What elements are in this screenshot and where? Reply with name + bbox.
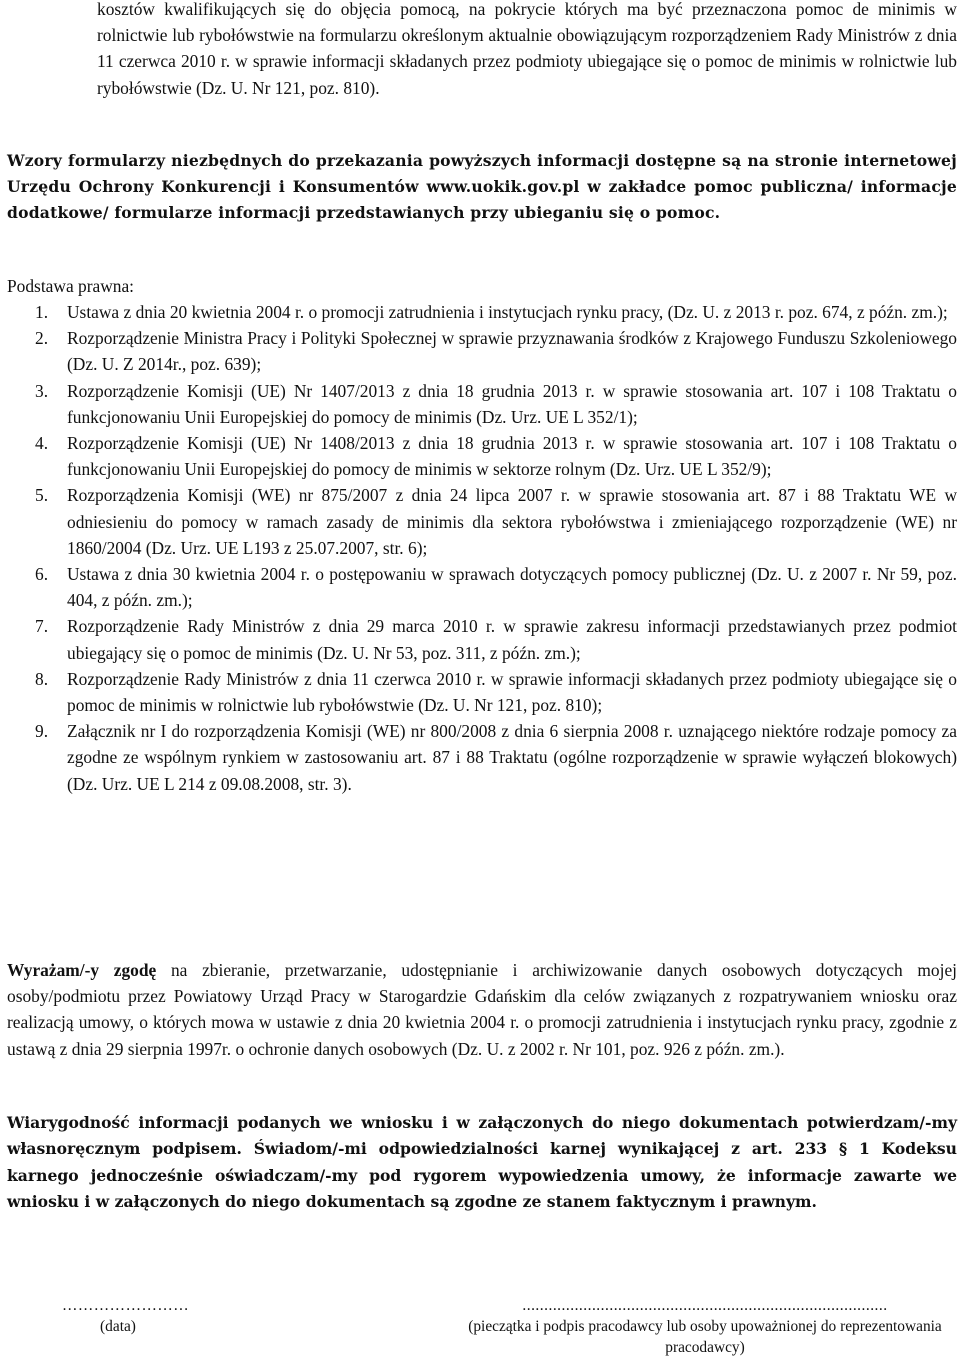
list-item-number: 6.: [35, 564, 49, 585]
intro-paragraph: kosztów kwalifikujących się do objęcia pomocą, na pokrycie których ma być przeznaczona pomoc de minimis w rolnictwie lub rybołówstwie na formularzu określonym aktualnie obowiązującym rozporządzeniem Rady Ministrów z dnia 11 czerwca 2010 r. w sprawie informacji składanych przez podmioty ubiegające się o pomoc de minimis w rolnictwie lub rybołówstwie (Dz. U. Nr 121, poz. 810).: [97, 0, 957, 98]
list-item: [7, 613, 957, 665]
list-item: [7, 666, 957, 718]
list-item-text: Rozporządzenie Rady Ministrów z dnia 11 czerwca 2010 r. w sprawie informacji składanych przez podmioty ubiegające się o pomoc de minimis w rolnictwie lub rybołówstwie (Dz. U. Nr 121, poz. 810);: [67, 668, 957, 716]
list-item-text: Rozporządzenie Ministra Pracy i Polityki Społecznej w sprawie przyznawania środków z Krajowego Funduszu Szkoleniowego (Dz. U. Z 2014r., poz. 639);: [67, 328, 957, 375]
declaration-paragraph: Wiarygodność informacji podanych we wniosku i w załączonych do niego dokumentach potwierdzam/-my własnoręcznym podpisem. Świadom/-mi odpowiedzialności karnej wynikającej z art. 233 § 1 Kodeksu karnego jednocześnie oświadczam/-my pod rygorem wypowiedzenia umowy, że informacje zawarte we wniosku i w załączonych do niego dokumentach są zgodne ze stanem faktycznym i prawnym.: [7, 1113, 957, 1212]
list-item-number: 4.: [35, 433, 49, 454]
forms-notice: Wzory formularzy niezbędnych do przekazania powyższych informacji dostępne są na stronie internetowej Urzędu Ochrony Konkurencji i Konsumentów www.uokik.gov.pl w zakładce pomoc publiczna/ informacje dodatkowe/ formularze informacji przedstawianych przy ubieganiu się o pomoc.: [7, 151, 957, 223]
date-dots: ……………………: [62, 1297, 190, 1314]
list-item-number: 8.: [35, 668, 49, 689]
list-item-text: Załącznik nr I do rozporządzenia Komisji (WE) nr 800/2008 z dnia 6 sierpnia 2008 r. uznającego niektóre rodzaje pomocy za zgodne ze wspólnym rynkiem w zastosowaniu art. 87 i 88 Traktatu (ogólne rozporządzenie w sprawie wyłączeń blokowych) (Dz. Urz. UE L 214 z 09.08.2008, str. 3).: [67, 721, 957, 794]
list-item-text: Rozporządzenia Komisji (WE) nr 875/2007 z dnia 24 lipca 2007 r. w sprawie stosowania art. 87 i 88 Traktatu WE w odniesieniu do pomocy w ramach zasady de minimis dla sektora rybołówstwa i zmieniającego rozporządzenie (WE) nr 1860/2004 (Dz. Urz. UE L193 z 25.07.2007, str. 6);: [67, 485, 957, 558]
list-item: [7, 378, 957, 430]
list-item-text: Rozporządzenie Rady Ministrów z dnia 29 marca 2010 r. w sprawie zakresu informacji przedstawianych przez podmiot ubiegający się o pomoc de minimis (Dz. U. Nr 53, poz. 311, z późn. zm.);: [67, 616, 957, 663]
consent-text: na zbieranie, przetwarzanie, udostępnianie i archiwizowanie danych osobowych dotyczących mojej osoby/podmiotu przez Powiatowy Urząd Pracy w Starogardzie Gdańskim dla celów związanych z rozpatrywaniem wniosku oraz realizacją umowy, o których mowa w ustawie z dnia 20 kwietnia 2004 r. o promocji zatrudnienia i instytucjach rynku pracy, zgodnie z ustawą z dnia 29 sierpnia 1997r. o ochronie danych osobowych (Dz. U. z 2002 r. Nr 101, poz. 926 z późn. zm.).: [7, 960, 958, 1059]
list-item-number: 7.: [35, 616, 49, 637]
list-item-text: Ustawa z dnia 30 kwietnia 2004 r. o postępowaniu w sprawach dotyczących pomocy publicznej (Dz. U. z 2007 r. Nr 59, poz. 404, z późn. zm.);: [67, 564, 957, 611]
list-item-number: 3.: [35, 380, 49, 401]
list-item-number: 9.: [35, 721, 49, 742]
list-item-text: Rozporządzenie Komisji (UE) Nr 1408/2013 z dnia 18 grudnia 2013 r. w sprawie stosowania art. 107 i 108 Traktatu o funkcjonowaniu Unii Europejskiej do pomocy de minimis w sektorze rolnym (Dz. Urz. UE L 352/9);: [67, 433, 957, 480]
date-signature-field: [62, 1295, 190, 1337]
list-item-text: Ustawa z dnia 20 kwietnia 2004 r. o promocji zatrudnienia i instytucjach rynku pracy, (Dz. U. z 2013 r. poz. 674, z późn. zm.);: [67, 302, 948, 322]
stamp-label: (pieczątka i podpis pracodawcy lub osoby upoważnionej do reprezentowania pracodawcy): [468, 1318, 942, 1356]
date-label: (data): [100, 1318, 136, 1335]
legal-basis-label: Podstawa prawna:: [7, 276, 135, 296]
employer-signature-field: [458, 1295, 952, 1358]
list-item: [7, 299, 957, 325]
list-item-number: 5.: [35, 485, 49, 506]
list-item: [7, 482, 957, 561]
list-item-text: Rozporządzenie Komisji (UE) Nr 1407/2013 z dnia 18 grudnia 2013 r. w sprawie stosowania art. 107 i 108 Traktatu o funkcjonowaniu Unii Europejskiej do pomocy de minimis (Dz. Urz. UE L 352/1);: [67, 380, 957, 427]
list-item: [7, 718, 957, 797]
list-item: [7, 325, 957, 377]
list-item: [7, 561, 957, 613]
stamp-dots: ....................................................................................: [522, 1297, 888, 1314]
consent-paragraph: [7, 957, 957, 1062]
consent-lead: Wyrażam/-y zgodę: [7, 960, 157, 980]
list-item-number: 1.: [35, 302, 49, 322]
legal-basis-list: [7, 299, 957, 797]
list-item: [7, 430, 957, 482]
list-item-number: 2.: [35, 328, 49, 349]
